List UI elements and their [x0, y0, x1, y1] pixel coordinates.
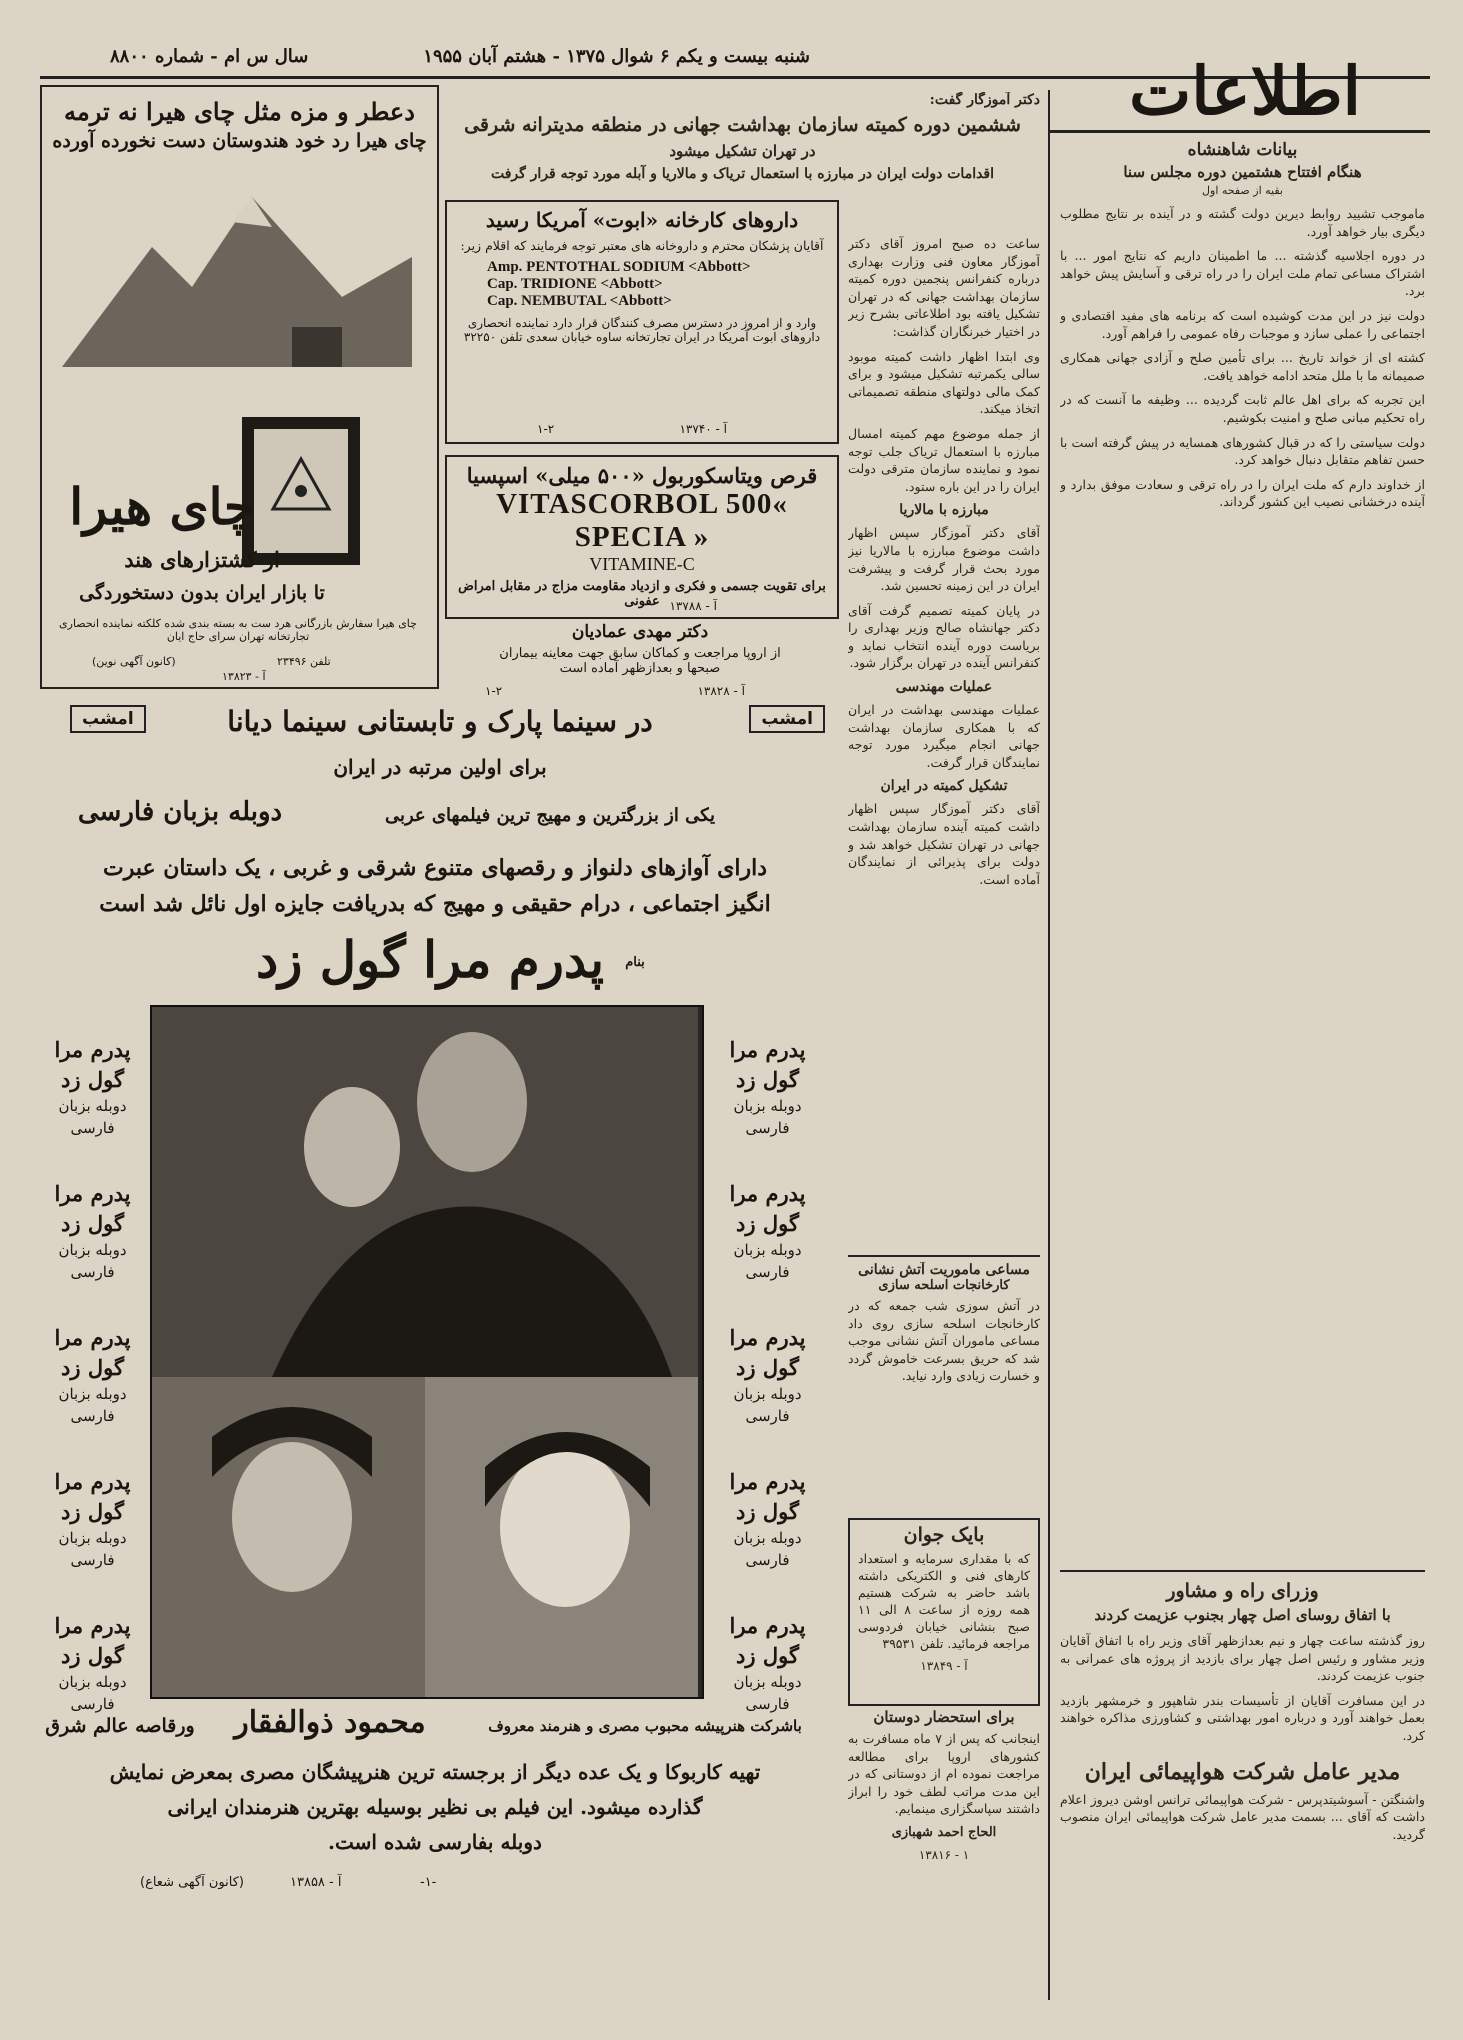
repeat-text: دوبله بزبان [58, 1385, 127, 1403]
repeat-text: گول زد [61, 1643, 124, 1668]
article-subhead: با اتفاق روسای اصل چهار بجنوب عزیمت کردند [1094, 1606, 1391, 1624]
paragraph: کشته ای از خواند تاریخ ... برای تأمین صلح و آزادی جهانی همکاری صمیمانه ما با ملل متحد ادامه خواهد یافت. [1060, 350, 1425, 383]
paragraph: دولت سیاستی را که در قبال کشورهای همسایه در پیش گرفته است با حسن تفاهم متقابل دنبال خواهد کرد. [1060, 434, 1425, 468]
pharma-code-right: آ - ۱۳۷۴۰ [679, 422, 727, 436]
repeat-text: پدرم مرا [54, 1325, 131, 1350]
cinema-title: در سینما پارک و تابستانی سینما دیانا [227, 705, 653, 738]
repeat-text: گول زد [736, 1211, 799, 1236]
repeat-text: دوبله بزبان [58, 1673, 127, 1691]
right-bottom-article [1060, 1580, 1425, 2000]
tea-note: چای هیرا سفارش بازرگانی هرد ست به بسته بندی شده کلکته نماینده انحصاری تجارتخانه تهران سرای حاج ایان [59, 617, 417, 643]
young-ad-content [850, 1520, 1038, 1677]
repeat-text: دوبله بزبان [733, 1385, 802, 1403]
repeat-text: پدرم مرا [729, 1325, 806, 1350]
cinema-bottom: دوبله بفارسی شده است. [328, 1830, 542, 1854]
cinema-page-no: -۱- [420, 1875, 437, 1890]
notice-heading: برای استحضار دوستان [873, 1708, 1015, 1726]
film-title: پدرم مرا گول زد [255, 930, 605, 989]
repeat-text: پدرم مرا [729, 1469, 806, 1494]
repeat-text: فارسی [745, 1263, 790, 1281]
doctor-text: از اروپا مراجعت و کماکان سابق جهت معاینه بیماران [499, 646, 781, 661]
tea-phone: تلفن ۲۳۴۹۶ [277, 655, 331, 668]
stars-post: ورقاصه عالم شرق [45, 1715, 195, 1737]
fire-rule [848, 1255, 1040, 1257]
pharma-title: داروهای کارخانه «ابوت» آمریکا رسید [485, 208, 799, 232]
vitamin-sub: VITAMINE-C [589, 554, 695, 574]
notice-code: ۱ - ۱۳۸۱۶ [918, 1847, 970, 1862]
mountain-illustration [62, 177, 412, 367]
vitamin-ad [445, 455, 839, 619]
pharma-intro: آقایان پزشکان محترم و داروخانه های معتبر توجه فرمایند که اقلام زیر: [460, 238, 824, 253]
repeat-text: فارسی [70, 1263, 115, 1281]
middle-column [848, 235, 1040, 1245]
friends-notice [848, 1708, 1040, 2008]
repeat-text: گول زد [736, 1643, 799, 1668]
cinema-bottom: تهیه کاربوکا و یک عده دیگر از برجسته ترین هنرپیشگان مصری بمعرض نمایش [109, 1760, 761, 1784]
cinema-code: آ - ۱۳۸۵۸ [290, 1875, 342, 1890]
repeat-text: فارسی [70, 1695, 115, 1713]
paragraph: آقای دکتر آموزگار سپس اظهار داشت موضوع مبارزه با مالاریا نیز مورد بحث قرار گرفت و پیشرفت ایران در این زمینه تحسین شد. [848, 525, 1040, 594]
repeat-text: گول زد [736, 1499, 799, 1524]
paragraph: وی ابتدا اظهار داشت کمیته موبود سالی یکمرتبه تشکیل میشود و برای کمک مالی دولتهای منطقه تصمیماتی اتخاذ میکند. [848, 348, 1040, 417]
repeat-text: پدرم مرا [729, 1037, 806, 1062]
cinema-agency: (کانون آگهی شعاع) [140, 1875, 244, 1890]
pharma-footer: وارد و از امروز در دسترس مصرف کنندگان قرار دارد نماینده انحصاری داروهای ابوت آمریکا در ایران تجارتخانه ساوه خیابان سعدی تلفن ۳۲۲۵۰ [463, 316, 821, 344]
repeat-text: پدرم مرا [54, 1037, 131, 1062]
vitamin-tagline: برای تقویت جسمی و فکری و ازدیاد مقاومت مزاج در مقابل امراض عفونی [458, 579, 826, 609]
article-subhead: هنگام افتتاح هشتمین دوره مجلس سنا [1123, 163, 1362, 181]
paragraph: در دوره اجلاسیه گذشته ... ما اطمینان داریم که نتایج امور ... با اشتراک مساعی تمام ملت ایران را در راه ترقی و آسایش پیش خواهد برد. [1060, 248, 1425, 299]
paragraph: در این مسافرت آقایان از تأسیسات بندر شاهپور و خرمشهر بازدید بعمل خواهند آورد و درباره امور بهداشتی و کشاورزی مذاکره خواهند کرد. [1060, 1692, 1425, 1743]
young-ad [848, 1518, 1040, 1706]
right-bottom-rule [1060, 1570, 1425, 1572]
repeat-text: دوبله بزبان [58, 1241, 127, 1259]
repeat-text: گول زد [61, 1499, 124, 1524]
repeat-text: پدرم مرا [54, 1469, 131, 1494]
paragraph: این تجربه که برای اهل عالم ثابت گردیده ... وظیفه ما آنست که در راه تحکیم مبانی صلح و امنیت بکوشیم. [1060, 392, 1425, 425]
fire-article [848, 1262, 1040, 1512]
right-column [1060, 140, 1425, 1560]
side-repeat-right [710, 1035, 825, 1715]
paragraph: واشنگتن - آسوشیتدپرس - شرکت هواپیمائی ترانس اوشن دیروز اعلام داشت که آقای ... بسمت مدیر عامل شرکت هواپیمائی ایران منصوب گردید. [1060, 1791, 1425, 1842]
tea-slogan: دعطر و مزه مثل چای هیرا نه ترمه [64, 97, 415, 126]
article-subhead: اقدامات دولت ایران در مبارزه با استعمال تریاک و مالاریا و آبله مورد توجه قرار گرفت [490, 166, 995, 182]
paragraph: ساعت ده صبح امروز آقای دکتر آموزگار معاون فنی وزارت بهداری درباره کنفرانس پنجمین دوره کمیته سازمان بهداشت جهانی که در تهران تشکیل یافته بود اطلاعاتی بشرح زیر در اختیار خبرنگاران گذاشت: [848, 236, 1040, 339]
side-repeat-left [40, 1035, 145, 1715]
doctor-code-right: آ - ۱۳۸۲۸ [697, 684, 745, 698]
cinema-dubbed: دوبله بزبان فارسی [77, 797, 283, 827]
article-subhead: کارخانجات اسلحه سازی [878, 1278, 1010, 1293]
doctor-name: دکتر مهدی عمادیان [571, 622, 709, 642]
article-subhead: در تهران تشکیل میشود [669, 142, 816, 160]
stars-pre: باشرکت هنرپیشه محبوب مصری و هنرمند معروف [488, 1717, 802, 1735]
doctor-code-left: ۱-۲ [485, 684, 503, 698]
notice-signature: الحاج احمد شهبازی [891, 1824, 997, 1840]
cinema-bename: بنام [625, 955, 645, 970]
masthead-title: اطلاعات [1129, 52, 1361, 130]
repeat-text: دوبله بزبان [733, 1097, 802, 1115]
repeat-text: دوبله بزبان [58, 1097, 127, 1115]
triangle-logo-icon [254, 429, 348, 549]
film-still-bottom-left [152, 1377, 425, 1697]
date-line: شنبه بیست و یکم ۶ شوال ۱۳۷۵ - هشتم آبان ۱۹۵۵ [423, 46, 810, 67]
article-headline: مساعی ماموریت آتش نشانی [858, 1262, 1030, 1278]
paragraph: دولت نیز در این مدت کوشیده است که برنامه های مفید اقتصادی و اجتماعی را عملی سازد و موجبات رفاه عمومی را فراهم آورد. [1060, 307, 1425, 341]
cinema-first-time: برای اولین مرتبه در ایران [333, 755, 547, 779]
ad-text: که با مقداری سرمایه و استعداد کارهای فنی و الکتریکی داشته باشد حاضر به شرکت هستیم همه روزه از ساعت ۸ الی ۱۱ صبح بنشانی خیابان فردوسی مراجعه فرمائید. تلفن ۳۹۵۳۱ [858, 1551, 1030, 1651]
pharma-item: Cap. TRIDIONE <Abbott> [487, 276, 663, 292]
repeat-text: پدرم مرا [729, 1181, 806, 1206]
repeat-text: فارسی [70, 1119, 115, 1137]
repeat-text: دوبله بزبان [58, 1529, 127, 1547]
repeat-text: فارسی [745, 1119, 790, 1137]
paragraph: عملیات مهندسی بهداشت در ایران که با همکاری سازمان بهداشت جهانی انجام میگیرد مورد توجه نمایندگان قرار گرفت. [848, 702, 1040, 770]
paragraph: روز گذشته ساعت چهار و نیم بعدازظهر آقای وزیر راه با اتفاق آقایان وزیر مشاور و رئیس اصل چهار برای بازدید از پروژه های عمرانی به جنوب عزیمت کردند. [1060, 1633, 1425, 1684]
tonight-badge-left: امشب [70, 705, 146, 733]
repeat-text: فارسی [745, 1551, 790, 1569]
film-still-top [152, 1007, 698, 1377]
tea-tagline: تا بازار ایران بدون دستخوردگی [79, 582, 325, 604]
repeat-text: دوبله بزبان [733, 1241, 802, 1259]
tea-agency: (کانون آگهی نوین) [92, 655, 176, 668]
paragraph: در آتش سوزی شب جمعه که در کارخانجات اسلحه سازی روی داد مساعی ماموران آتش نشانی موجب شد که حریق بسرعت خاموش گردد و خسارت زیادی وارد نیاید. [848, 1298, 1040, 1384]
section-heading: مبارزه با مالاریا [899, 502, 989, 519]
repeat-text: فارسی [745, 1695, 790, 1713]
paragraph: ماموجب تشیید روابط دیرین دولت گشته و در آینده بر نتایج مطلوب دیگری بیار خواهد آورد. [1060, 206, 1425, 239]
section-heading: عملیات مهندسی [895, 679, 993, 696]
repeat-text: پدرم مرا [54, 1181, 131, 1206]
pharma-ad [445, 200, 839, 444]
ad-heading: بایک جوان [903, 1524, 985, 1546]
cinema-line: انگیز اجتماعی ، درام حقیقی و مهیج که بدریافت جایزه اول نائل شد است [99, 891, 771, 917]
vitamin-persian-title: قرص ویتاسکوربول «۵۰۰ میلی» اسپسیا [466, 463, 818, 488]
cinema-line: یکی از بزرگترین و مهیج ترین فیلمهای عربی [384, 805, 716, 826]
vitamin-code: آ - ۱۳۷۸۸ [669, 599, 717, 613]
tonight-badge-right: امشب [749, 705, 825, 733]
repeat-text: گول زد [61, 1211, 124, 1236]
masthead-rule [1050, 130, 1430, 133]
tea-brand: چای هیرا [69, 477, 255, 536]
article-headline: ششمین دوره کمیته سازمان بهداشت جهانی در منطقه مدیترانه شرقی [464, 114, 1021, 136]
repeat-text: گول زد [736, 1355, 799, 1380]
pharma-code-left: ۱-۲ [537, 422, 555, 436]
issue-line: سال س ام - شماره ۸۸۰۰ [110, 46, 309, 67]
pharma-item: Amp. PENTOTHAL SODIUM <Abbott> [487, 259, 751, 275]
doctor-notice [445, 622, 835, 702]
repeat-text: گول زد [61, 1067, 124, 1092]
article-headline: وزرای راه و مشاور [1166, 1580, 1319, 1602]
repeat-text: دوبله بزبان [733, 1529, 802, 1547]
vitamin-latin-title: VITASCORBOL 500« SPECIA » [496, 488, 788, 553]
column-rule [1048, 90, 1050, 2000]
paragraph: در پایان کمیته تصمیم گرفت آقای دکتر جهانشاه صالح وزیر بهداری را بریاست دوره آینده انتخاب نماید و کنفرانس آینده در تهران برگزار شود. [848, 602, 1040, 671]
tea-code: آ - ۱۳۸۲۳ [222, 670, 266, 683]
tea-ad [40, 85, 439, 689]
cinema-line: دارای آوازهای دلنواز و رقصهای متنوع شرقی و غربی ، یک داستان عبرت [103, 855, 767, 881]
article-headline: بیانات شاهنشاه [1187, 140, 1298, 160]
pharma-item: Cap. NEMBUTAL <Abbott> [487, 293, 672, 309]
package-label [254, 429, 348, 553]
tea-tagline: از کشتزارهای هند [124, 547, 280, 572]
repeat-text: دوبله بزبان [733, 1673, 802, 1691]
ad-code: آ - ۱۳۸۴۹ [920, 1659, 968, 1673]
section-heading: تشکیل کمیته در ایران [880, 778, 1008, 795]
repeat-text: پدرم مرا [54, 1613, 131, 1638]
repeat-text: فارسی [70, 1407, 115, 1425]
cinema-ad [40, 705, 835, 2005]
repeat-text: فارسی [70, 1551, 115, 1569]
top-heading: دکتر آموزگار گفت: [929, 92, 1040, 108]
paragraph: آقای دکتر آموزگار سپس اظهار داشت کمیته آینده سازمان بهداشت جهانی در تهران تشکیل خواهد شد و دولت برای پذیرائی از نمایندگان آماده است. [848, 801, 1040, 887]
repeat-text: فارسی [745, 1407, 790, 1425]
paragraph: اینجانب که پس از ۷ ماه مسافرت به کشورهای اروپا برای مطالعه مراجعت نموده ام از دوستانی که در این مدت مراتب لطف خود را ابراز داشتند سپاسگزاری مینمایم. [848, 1731, 1040, 1817]
repeat-text: پدرم مرا [729, 1613, 806, 1638]
repeat-text: گول زد [736, 1067, 799, 1092]
star-name: محمود ذوالفقار [234, 1705, 426, 1740]
paragraph: از جمله موضوع مهم کمیته امسال مبارزه با استعمال تریاک جلب توجه نمود و نماینده سازمان مترقی دولت ایران را در این باره ستود. [848, 425, 1040, 494]
repeat-text: گول زد [61, 1355, 124, 1380]
film-still-bottom-right [425, 1377, 698, 1697]
doctor-text: صبحها و بعدازظهر آماده است [559, 661, 721, 676]
cinema-bottom: گذارده میشود. این فیلم بی نظیر بوسیله بهترین هنرمندان ایرانی [167, 1795, 703, 1819]
film-still-panel [150, 1005, 704, 1699]
paragraph: از خداوند دارم که ملت ایران را در راه ترقی و سعادت موفق بدارد و آینده درخشانی نصیب این کشور گرداند. [1060, 476, 1425, 510]
continued-note: بقیه از صفحه اول [1202, 184, 1283, 197]
tea-slogan: چای هیرا رد خود هندوستان دست نخورده آورده [52, 130, 427, 152]
article-headline: مدیر عامل شرکت هواپیمائی ایران [1084, 1758, 1401, 1785]
